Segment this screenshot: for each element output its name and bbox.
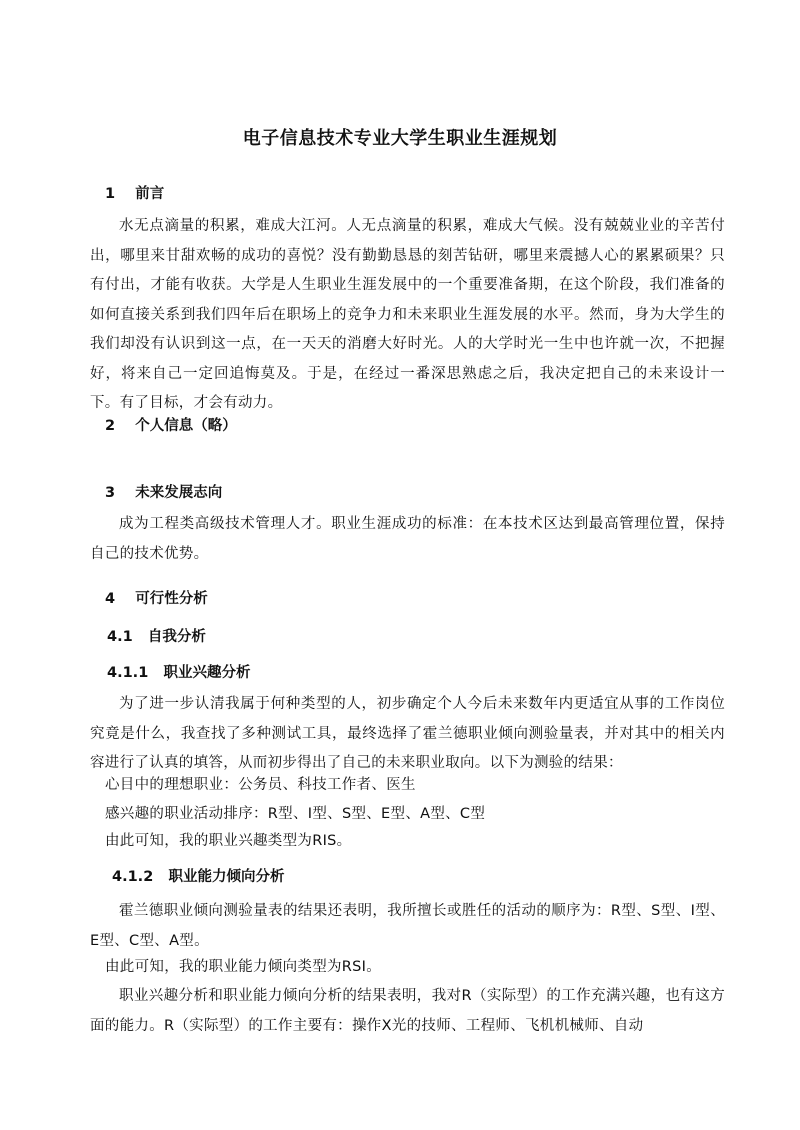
section-number: 4 <box>105 591 116 607</box>
section-title: 未来发展志向 <box>135 485 223 501</box>
section-title: 可行性分析 <box>135 591 208 607</box>
section-number: 4.1.1 <box>107 665 149 681</box>
section-title: 职业能力倾向分析 <box>168 869 285 885</box>
section-heading-3 <box>105 481 222 502</box>
ability-type-line: 由此可知，我的职业能力倾向类型为RSI。 <box>105 959 382 975</box>
document-title: 电子信息技术专业大学生职业生涯规划 <box>242 128 558 149</box>
interest-intro-paragraph: 为了进一步认清我属于何种类型的人，初步确定个人今后未来数年内更适宜从事的工作岗位究竟是什么，我查找了多种测试工具，最终选择了霍兰德职业倾向测验量表，并对其中的相关内容进行了认真的填答，从而初步得出了自己的未来职业取向。以下为测验的结果： <box>90 696 725 771</box>
section-title: 个人信息（略） <box>135 418 237 434</box>
conclusion-paragraph: 职业兴趣分析和职业能力倾向分析的结果表明，我对R（实际型）的工作充满兴趣，也有这方面的能力。R（实际型）的工作主要有：操作X光的技师、工程师、飞机机械师、自动 <box>90 988 725 1034</box>
section-heading-4 <box>105 587 208 608</box>
section-title: 自我分析 <box>147 629 206 645</box>
intro-paragraph: 水无点滴量的积累，难成大江河。人无点滴量的积累，难成大气候。没有兢兢业业的辛苦付出，哪里来甘甜欢畅的成功的喜悦？没有勤勤恳恳的刻苦钻研，哪里来震撼人心的累累硕果？只有付出，才能有收获。大学是人生职业生涯发展中的一个重要准备期，在这个阶段，我们准备的如何直接关系到我们四年后在职场上的竞争力和未来职业生涯发展的水平。然而，身为大学生的我们却没有认识到这一点，在一天天的消磨大好时光。人的大学时光一生中也许就一次，不把握好，将来自己一定回追悔莫及。于是，在经过一番深思熟虑之后，我决定把自己的未来设计一下。有了目标，才会有动力。 <box>90 218 725 411</box>
goal-paragraph: 成为工程类高级技术管理人才。职业生涯成功的标准：在本技术区达到最高管理位置，保持自己的技术优势。 <box>90 516 725 562</box>
section-heading-4-1-2 <box>112 865 284 886</box>
activity-order-line: 感兴趣的职业活动排序：R型、I型、S型、E型、A型、C型 <box>105 806 486 822</box>
section-number: 4.1.2 <box>112 869 154 885</box>
section-title: 职业兴趣分析 <box>163 665 251 681</box>
interest-type-line: 由此可知，我的职业兴趣类型为RIS。 <box>105 833 352 849</box>
section-title: 前言 <box>135 186 165 202</box>
section-heading-2 <box>105 414 237 435</box>
section-number: 1 <box>105 186 116 202</box>
section-heading-4-1 <box>107 625 206 646</box>
ideal-job-line: 心目中的理想职业：公务员、科技工作者、医生 <box>105 777 416 793</box>
section-number: 4.1 <box>107 629 133 645</box>
section-heading-4-1-1 <box>107 661 250 682</box>
ability-intro-paragraph: 霍兰德职业倾向测验量表的结果还表明，我所擅长或胜任的活动的顺序为：R型、S型、I型、E型、C型、A型。 <box>90 903 725 949</box>
section-number: 3 <box>105 485 116 501</box>
section-heading-1 <box>105 182 164 203</box>
section-number: 2 <box>105 418 116 434</box>
